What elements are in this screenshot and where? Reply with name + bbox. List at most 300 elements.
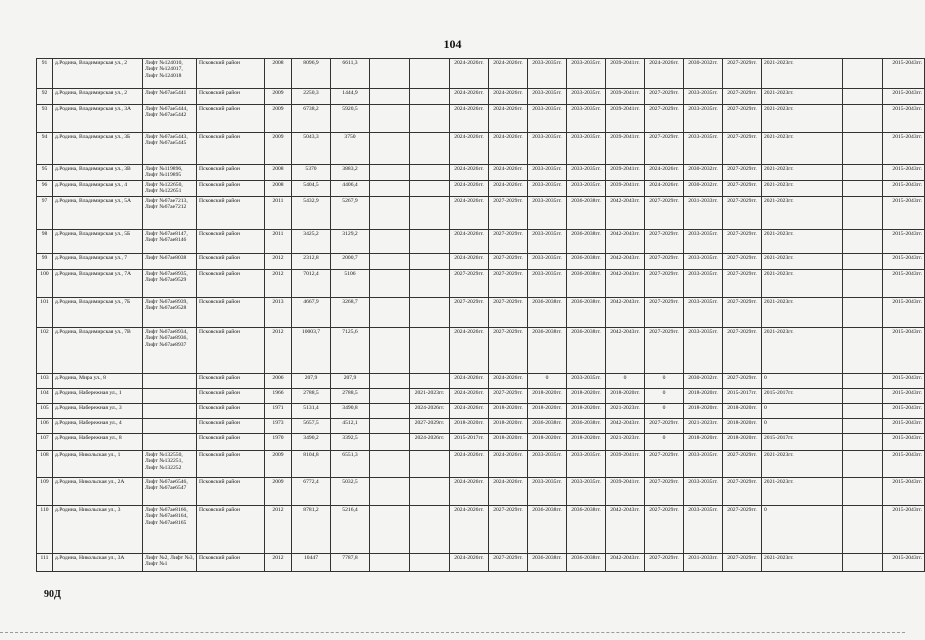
period-cell: 2018-2020гг.	[684, 433, 723, 450]
period-cell: 2024-2026гг.	[489, 373, 528, 388]
period-cell: 2024-2026гг.	[489, 105, 528, 133]
row-number: 102	[37, 327, 53, 373]
period-cell: 2039-2041гг.	[606, 105, 645, 133]
total-area-cell: 2312,8	[292, 253, 331, 269]
period-cell	[370, 450, 410, 477]
period-cell: 2015-2043гг.	[883, 89, 925, 105]
total-area-cell: 2788,5	[292, 388, 331, 403]
period-cell: 2027-2029гг.	[645, 105, 684, 133]
period-cell: 2021-2023гг.	[762, 89, 843, 105]
table-row	[37, 105, 925, 133]
living-area-cell: 5267,9	[331, 196, 370, 229]
living-area-cell: 3392,5	[331, 433, 370, 450]
period-cell: 2033-2035гг.	[567, 477, 606, 505]
period-cell: 2015-2043гг.	[883, 180, 925, 196]
period-cell: 2018-2020гг.	[567, 403, 606, 418]
period-cell	[370, 59, 410, 89]
period-cell: 2024-2026гг.	[450, 180, 489, 196]
period-cell	[370, 553, 410, 571]
period-cell	[370, 433, 410, 450]
period-cell: 2015-2043гг.	[883, 196, 925, 229]
lift-cell: Лифт №119896, Лифт №119895	[143, 165, 197, 181]
district-cell: Псковский район	[197, 59, 265, 89]
period-cell: 2039-2041гг.	[606, 165, 645, 181]
living-area-cell: 2000,7	[331, 253, 370, 269]
period-cell	[370, 297, 410, 327]
period-cell: 2031-2033гг.	[684, 196, 723, 229]
table-body	[37, 59, 925, 572]
period-cell: 2036-2038гг.	[567, 505, 606, 553]
table-row	[37, 165, 925, 181]
lift-cell	[143, 403, 197, 418]
district-cell: Псковский район	[197, 105, 265, 133]
period-cell: 2018-2020гг.	[528, 388, 567, 403]
period-cell: 0	[645, 433, 684, 450]
register-table	[36, 58, 925, 572]
period-cell: 2015-2043гг.	[883, 229, 925, 253]
row-number: 111	[37, 553, 53, 571]
period-cell: 2024-2026гг.	[450, 89, 489, 105]
period-cell	[410, 505, 450, 553]
address-cell: д.Родина, Мира ул., 8	[53, 373, 143, 388]
year-cell: 2008	[265, 59, 292, 89]
period-cell: 2015-2017гг.	[762, 388, 843, 403]
period-cell: 2033-2035гг.	[684, 477, 723, 505]
total-area-cell: 6772,4	[292, 477, 331, 505]
year-cell: 2009	[265, 89, 292, 105]
period-cell: 2036-2038гг.	[528, 297, 567, 327]
period-cell: 2042-2043гг.	[606, 327, 645, 373]
year-cell: 2009	[265, 133, 292, 165]
period-cell: 2033-2035гг.	[684, 229, 723, 253]
period-cell: 2018-2020гг.	[489, 403, 528, 418]
row-number: 92	[37, 89, 53, 105]
period-cell: 2027-2029гг.	[489, 388, 528, 403]
row-number: 100	[37, 269, 53, 297]
period-cell	[410, 269, 450, 297]
period-cell: 2027-2029гг.	[489, 505, 528, 553]
period-cell: 2036-2038гг.	[528, 418, 567, 433]
period-cell: 2027-2029гг.	[723, 59, 762, 89]
period-cell: 2015-2043гг.	[883, 105, 925, 133]
period-cell	[410, 450, 450, 477]
period-cell: 2042-2043гг.	[606, 418, 645, 433]
year-cell: 2013	[265, 297, 292, 327]
period-cell: 2018-2020гг.	[528, 403, 567, 418]
period-cell: 2027-2029гг.	[489, 553, 528, 571]
period-cell: 2027-2029гг.	[645, 477, 684, 505]
period-cell: 2018-2020гг.	[567, 433, 606, 450]
address-cell: д.Родина, Владимирская ул., 2	[53, 89, 143, 105]
row-number: 108	[37, 450, 53, 477]
period-cell: 2027-2029гг.	[723, 297, 762, 327]
address-cell: д.Родина, Никольская ул., 1	[53, 450, 143, 477]
period-cell: 2024-2026гг.	[489, 133, 528, 165]
period-cell: 2024-2026гг.	[410, 403, 450, 418]
period-cell: 2033-2035гг.	[567, 165, 606, 181]
period-cell: 2033-2035гг.	[528, 89, 567, 105]
year-cell: 1970	[265, 433, 292, 450]
period-cell: 2027-2029гг.	[723, 133, 762, 165]
period-cell: 2015-2043гг.	[883, 373, 925, 388]
district-cell: Псковский район	[197, 180, 265, 196]
period-cell: 2039-2041гг.	[606, 89, 645, 105]
total-area-cell: 3425,2	[292, 229, 331, 253]
table-row	[37, 450, 925, 477]
period-cell: 2021-2023гг.	[762, 229, 843, 253]
total-area-cell: 5657,5	[292, 418, 331, 433]
period-cell: 2042-2043гг.	[606, 553, 645, 571]
period-cell: 2027-2029гг.	[723, 253, 762, 269]
period-cell	[410, 105, 450, 133]
period-cell: 2018-2020гг.	[684, 388, 723, 403]
row-number: 104	[37, 388, 53, 403]
period-cell: 2030-2032гг.	[684, 59, 723, 89]
period-cell: 2015-2043гг.	[883, 553, 925, 571]
table-row	[37, 229, 925, 253]
period-cell: 2036-2038гг.	[567, 253, 606, 269]
address-cell: д.Родина, Владимирская ул., 5Б	[53, 229, 143, 253]
total-area-cell: 8104,8	[292, 450, 331, 477]
period-cell: 2033-2035гг.	[684, 505, 723, 553]
period-cell: 2027-2029гг.	[723, 450, 762, 477]
period-cell: 2039-2041гг.	[606, 59, 645, 89]
period-cell	[843, 133, 883, 165]
period-cell: 2021-2023гг.	[606, 403, 645, 418]
period-cell: 2030-2032гг.	[684, 165, 723, 181]
period-cell	[370, 505, 410, 553]
living-area-cell: 207,9	[331, 373, 370, 388]
period-cell	[370, 477, 410, 505]
period-cell: 2027-2029гг.	[723, 196, 762, 229]
period-cell: 2036-2038гг.	[528, 505, 567, 553]
table-row	[37, 505, 925, 553]
period-cell: 2027-2029гг.	[645, 450, 684, 477]
period-cell	[843, 553, 883, 571]
table-row	[37, 89, 925, 105]
period-cell: 2036-2038гг.	[567, 229, 606, 253]
period-cell	[370, 133, 410, 165]
lift-cell	[143, 373, 197, 388]
period-cell: 2024-2026гг.	[450, 477, 489, 505]
period-cell	[370, 418, 410, 433]
period-cell: 2021-2023гг.	[762, 269, 843, 297]
district-cell: Псковский район	[197, 327, 265, 373]
period-cell: 2021-2023гг.	[762, 133, 843, 165]
period-cell: 2036-2038гг.	[567, 418, 606, 433]
period-cell: 2033-2035гг.	[528, 253, 567, 269]
row-number: 97	[37, 196, 53, 229]
period-cell: 2033-2035гг.	[528, 180, 567, 196]
lift-cell: Лифт №67ае8038	[143, 253, 197, 269]
total-area-cell: 5131,4	[292, 403, 331, 418]
period-cell: 0	[762, 505, 843, 553]
footer-code: 90Д	[44, 589, 61, 600]
table-row	[37, 388, 925, 403]
period-cell: 2015-2043гг.	[883, 133, 925, 165]
period-cell: 2024-2026гг.	[489, 165, 528, 181]
period-cell: 2027-2029гг.	[645, 327, 684, 373]
period-cell	[410, 165, 450, 181]
period-cell: 2018-2020гг.	[723, 403, 762, 418]
total-area-cell: 5370	[292, 165, 331, 181]
district-cell: Псковский район	[197, 165, 265, 181]
period-cell	[370, 196, 410, 229]
period-cell: 2021-2023гг.	[762, 327, 843, 373]
period-cell: 2042-2043гг.	[606, 269, 645, 297]
period-cell: 2036-2038гг.	[567, 196, 606, 229]
table-row	[37, 59, 925, 89]
total-area-cell: 5043,3	[292, 133, 331, 165]
row-number: 105	[37, 403, 53, 418]
period-cell	[370, 327, 410, 373]
living-area-cell: 5032,5	[331, 477, 370, 505]
address-cell: д.Родина, Владимирская ул., 7В	[53, 327, 143, 373]
period-cell: 2024-2026гг.	[450, 553, 489, 571]
period-cell	[370, 105, 410, 133]
lift-cell: Лифт №67ае5441	[143, 89, 197, 105]
district-cell: Псковский район	[197, 450, 265, 477]
period-cell	[843, 165, 883, 181]
period-cell: 2027-2029гг.	[723, 477, 762, 505]
total-area-cell: 5404,5	[292, 180, 331, 196]
period-cell: 2024-2026гг.	[450, 403, 489, 418]
period-cell: 2021-2023гг.	[684, 418, 723, 433]
table-row	[37, 297, 925, 327]
lift-cell: Лифт №124010, Лифт №124017, Лифт №124018	[143, 59, 197, 89]
year-cell: 2009	[265, 477, 292, 505]
period-cell: 2027-2029гг.	[645, 297, 684, 327]
period-cell: 2027-2029гг.	[645, 418, 684, 433]
year-cell: 2009	[265, 105, 292, 133]
district-cell: Псковский район	[197, 373, 265, 388]
address-cell: д.Родина, Никольская ул., 3А	[53, 553, 143, 571]
living-area-cell: 3490,8	[331, 403, 370, 418]
row-number: 110	[37, 505, 53, 553]
lift-cell: Лифт №2, Лифт №3, Лифт №1	[143, 553, 197, 571]
period-cell: 2024-2026гг.	[450, 253, 489, 269]
table-row	[37, 403, 925, 418]
year-cell: 2008	[265, 165, 292, 181]
period-cell: 2042-2043гг.	[606, 253, 645, 269]
living-area-cell: 4406,4	[331, 180, 370, 196]
total-area-cell: 8781,2	[292, 505, 331, 553]
table-row	[37, 433, 925, 450]
period-cell: 2018-2020гг.	[528, 433, 567, 450]
period-cell	[843, 297, 883, 327]
period-cell: 2021-2023гг.	[762, 180, 843, 196]
register-table-container	[36, 58, 922, 572]
period-cell: 2033-2035гг.	[567, 59, 606, 89]
period-cell: 2024-2026гг.	[450, 505, 489, 553]
period-cell: 2015-2043гг.	[883, 165, 925, 181]
period-cell: 0	[762, 418, 843, 433]
living-area-cell: 3268,7	[331, 297, 370, 327]
period-cell	[843, 418, 883, 433]
period-cell: 2024-2026гг.	[645, 59, 684, 89]
period-cell: 2024-2026гг.	[450, 59, 489, 89]
period-cell: 2015-2043гг.	[883, 59, 925, 89]
period-cell	[843, 180, 883, 196]
district-cell: Псковский район	[197, 505, 265, 553]
district-cell: Псковский район	[197, 553, 265, 571]
living-area-cell: 3129,2	[331, 229, 370, 253]
period-cell: 2021-2023гг.	[762, 105, 843, 133]
living-area-cell: 7787,8	[331, 553, 370, 571]
lift-cell: Лифт №67ае8934, Лифт №67ае8936, Лифт №67ае8937	[143, 327, 197, 373]
lift-cell: Лифт №67ае8166, Лифт №67ае8164, Лифт №67ае8165	[143, 505, 197, 553]
period-cell: 0	[645, 388, 684, 403]
lift-cell: Лифт №67ае8935, Лифт №67ае9529	[143, 269, 197, 297]
table-row	[37, 553, 925, 571]
period-cell	[843, 477, 883, 505]
period-cell	[843, 269, 883, 297]
district-cell: Псковский район	[197, 297, 265, 327]
period-cell: 2018-2020гг.	[489, 418, 528, 433]
period-cell	[410, 253, 450, 269]
period-cell: 2027-2029гг.	[489, 253, 528, 269]
period-cell: 2021-2023гг.	[762, 59, 843, 89]
row-number: 91	[37, 59, 53, 89]
address-cell: д.Родина, Владимирская ул., 3Б	[53, 133, 143, 165]
total-area-cell: 10003,7	[292, 327, 331, 373]
period-cell: 2021-2023гг.	[762, 165, 843, 181]
period-cell: 2027-2029гг.	[723, 327, 762, 373]
total-area-cell: 8096,9	[292, 59, 331, 89]
year-cell: 2012	[265, 327, 292, 373]
period-cell: 2021-2023гг.	[762, 196, 843, 229]
period-cell	[843, 403, 883, 418]
district-cell: Псковский район	[197, 477, 265, 505]
period-cell: 2024-2026гг.	[645, 180, 684, 196]
lift-cell: Лифт №67ае8939, Лифт №67ае9528	[143, 297, 197, 327]
period-cell: 2024-2026гг.	[489, 59, 528, 89]
period-cell: 2024-2026гг.	[489, 477, 528, 505]
district-cell: Псковский район	[197, 196, 265, 229]
period-cell: 2033-2035гг.	[567, 373, 606, 388]
period-cell	[410, 196, 450, 229]
period-cell: 2042-2043гг.	[606, 229, 645, 253]
period-cell: 2027-2029гг.	[723, 553, 762, 571]
period-cell	[843, 89, 883, 105]
period-cell	[843, 327, 883, 373]
period-cell: 2015-2043гг.	[883, 477, 925, 505]
year-cell: 1966	[265, 388, 292, 403]
period-cell: 2033-2035гг.	[684, 269, 723, 297]
district-cell: Псковский район	[197, 269, 265, 297]
period-cell: 2015-2043гг.	[883, 388, 925, 403]
period-cell: 2018-2020гг.	[606, 388, 645, 403]
period-cell: 2027-2029гг.	[645, 505, 684, 553]
period-cell: 2036-2038гг.	[567, 327, 606, 373]
period-cell: 2033-2035гг.	[684, 105, 723, 133]
period-cell	[410, 477, 450, 505]
period-cell: 2015-2043гг.	[883, 505, 925, 553]
period-cell	[410, 297, 450, 327]
total-area-cell: 7012,4	[292, 269, 331, 297]
period-cell: 2036-2038гг.	[528, 553, 567, 571]
period-cell: 2024-2026гг.	[450, 105, 489, 133]
period-cell: 2033-2035гг.	[528, 269, 567, 297]
period-cell	[843, 229, 883, 253]
period-cell	[843, 450, 883, 477]
period-cell: 2018-2020гг.	[489, 433, 528, 450]
year-cell: 2012	[265, 505, 292, 553]
address-cell: д.Родина, Владимирская ул., 2	[53, 59, 143, 89]
period-cell	[410, 327, 450, 373]
period-cell: 0	[606, 373, 645, 388]
period-cell	[370, 253, 410, 269]
district-cell: Псковский район	[197, 418, 265, 433]
total-area-cell: 5432,9	[292, 196, 331, 229]
period-cell: 2024-2026гг.	[645, 165, 684, 181]
period-cell: 2027-2029гг.	[450, 269, 489, 297]
period-cell: 2015-2043гг.	[883, 433, 925, 450]
period-cell: 2039-2041гг.	[606, 133, 645, 165]
period-cell	[843, 253, 883, 269]
period-cell: 2033-2035гг.	[684, 327, 723, 373]
period-cell: 2018-2020гг.	[723, 433, 762, 450]
row-number: 109	[37, 477, 53, 505]
lift-cell: Лифт №67ае7213, Лифт №67ае7212	[143, 196, 197, 229]
period-cell: 0	[645, 403, 684, 418]
period-cell: 2024-2026гг.	[489, 89, 528, 105]
period-cell: 2027-2029гг.	[723, 505, 762, 553]
address-cell: д.Родина, Владимирская ул., 4	[53, 180, 143, 196]
period-cell: 2021-2023гг.	[762, 477, 843, 505]
table-row	[37, 180, 925, 196]
period-cell: 2027-2029гг.	[489, 327, 528, 373]
period-cell: 2027-2029гг.	[645, 269, 684, 297]
period-cell: 2033-2035гг.	[528, 105, 567, 133]
period-cell: 2033-2035гг.	[684, 450, 723, 477]
living-area-cell: 5920,5	[331, 105, 370, 133]
period-cell	[410, 373, 450, 388]
period-cell: 2024-2026гг.	[450, 450, 489, 477]
lift-cell: Лифт №67ае5444, Лифт №67ае5442	[143, 105, 197, 133]
period-cell: 2033-2035гг.	[684, 297, 723, 327]
page-edge-divider	[0, 632, 905, 633]
year-cell: 2011	[265, 229, 292, 253]
period-cell: 2033-2035гг.	[684, 253, 723, 269]
period-cell: 2024-2026гг.	[450, 229, 489, 253]
total-area-cell: 3490,2	[292, 433, 331, 450]
table-row	[37, 253, 925, 269]
address-cell: д.Родина, Набережная ул., 4	[53, 418, 143, 433]
period-cell: 0	[762, 403, 843, 418]
address-cell: д.Родина, Владимирская ул., 7Б	[53, 297, 143, 327]
address-cell: д.Родина, Никольская ул., 2А	[53, 477, 143, 505]
period-cell: 2018-2020гг.	[567, 388, 606, 403]
period-cell: 2024-2026гг.	[450, 196, 489, 229]
total-area-cell: 207,9	[292, 373, 331, 388]
period-cell	[843, 59, 883, 89]
period-cell: 2027-2029гг.	[645, 253, 684, 269]
period-cell	[370, 89, 410, 105]
period-cell	[843, 433, 883, 450]
year-cell: 1971	[265, 403, 292, 418]
district-cell: Псковский район	[197, 388, 265, 403]
period-cell: 2033-2035гг.	[684, 133, 723, 165]
living-area-cell: 3883,2	[331, 165, 370, 181]
address-cell: д.Родина, Владимирская ул., 5А	[53, 196, 143, 229]
period-cell: 2033-2035гг.	[528, 229, 567, 253]
period-cell: 2021-2023гг.	[762, 253, 843, 269]
period-cell	[843, 105, 883, 133]
table-row	[37, 196, 925, 229]
lift-cell: Лифт №122650, Лифт №122651	[143, 180, 197, 196]
period-cell: 2018-2020гг.	[723, 418, 762, 433]
